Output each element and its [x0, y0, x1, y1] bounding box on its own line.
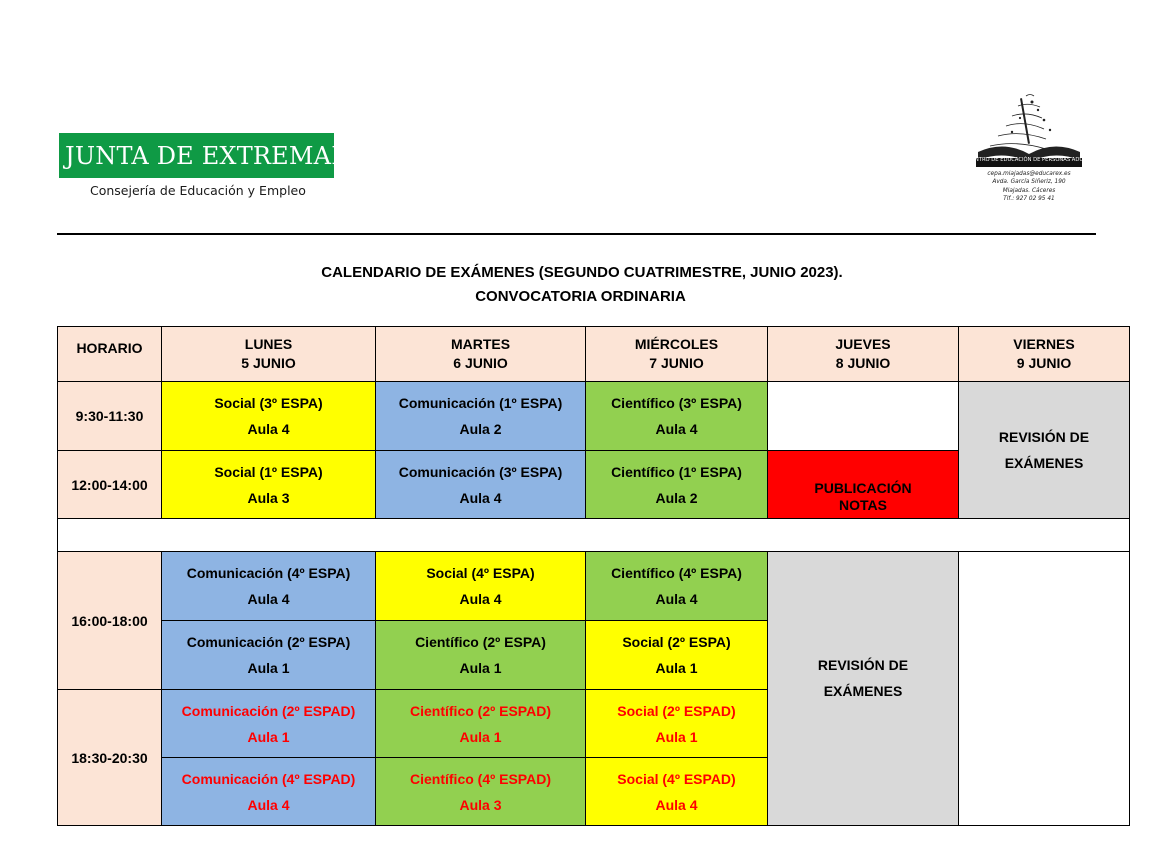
col-header-viernes: VIERNES 9 JUNIO [959, 327, 1130, 382]
exam-cell: Científico (4º ESPA) Aula 4 [586, 552, 768, 621]
spacer-row [58, 519, 1130, 552]
cepa-band: CENTRO DE EDUCACIÓN DE PERSONAS ADULTAS [968, 157, 1095, 163]
junta-title: JUNTA DE EXTREMADURA [59, 133, 334, 178]
page-title: CALENDARIO DE EXÁMENES (SEGUNDO CUATRIMESTRE, JUNIO 2023). [321, 264, 843, 281]
exam-cell: Social (2º ESPA) Aula 1 [586, 621, 768, 690]
table-row [58, 552, 1130, 621]
junta-subtitle: Consejería de Educación y Empleo [90, 183, 306, 198]
time-slot: 16:00-18:00 [58, 552, 162, 690]
col-header-martes: MARTES 6 JUNIO [376, 327, 586, 382]
empty-cell [768, 382, 959, 451]
cepa-phone: Tlf.: 927 02 95 41 [1003, 196, 1055, 203]
break-cell [58, 519, 1130, 552]
exam-cell: Científico (2º ESPAD) Aula 1 [376, 690, 586, 758]
exam-cell: Científico (1º ESPA) Aula 2 [586, 451, 768, 519]
empty-cell [959, 552, 1130, 826]
cepa-logo [968, 88, 1095, 206]
exam-cell: Social (1º ESPA) Aula 3 [162, 451, 376, 519]
revision-cell: REVISIÓN DE EXÁMENES [959, 382, 1130, 519]
exam-cell: Social (2º ESPAD) Aula 1 [586, 690, 768, 758]
page-subtitle: CONVOCATORIA ORDINARIA [475, 288, 686, 305]
exam-cell: Comunicación (4º ESPAD) Aula 4 [162, 758, 376, 826]
exam-cell: Científico (3º ESPA) Aula 4 [586, 382, 768, 451]
col-header-lunes: LUNES 5 JUNIO [162, 327, 376, 382]
exam-cell: Social (4º ESPA) Aula 4 [376, 552, 586, 621]
exam-cell: Comunicación (3º ESPA) Aula 4 [376, 451, 586, 519]
exam-cell: Científico (2º ESPA) Aula 1 [376, 621, 586, 690]
exam-cell: Social (3º ESPA) Aula 4 [162, 382, 376, 451]
revision-cell: REVISIÓN DE EXÁMENES [768, 552, 959, 826]
exam-cell: Comunicación (1º ESPA) Aula 2 [376, 382, 586, 451]
cepa-address: Avda. García Siñeriz, 190 [992, 179, 1066, 186]
time-slot: 18:30-20:30 [58, 690, 162, 826]
cepa-contact [968, 157, 1095, 204]
table-row [58, 382, 1130, 451]
table-header-row [58, 327, 1130, 382]
exam-cell: Comunicación (4º ESPA) Aula 4 [162, 552, 376, 621]
col-header-horario: HORARIO [58, 327, 162, 382]
col-header-miercoles: MIÉRCOLES 7 JUNIO [586, 327, 768, 382]
cepa-email: cepa.miajadas@educarex.es [987, 171, 1071, 177]
exam-cell: Comunicación (2º ESPAD) Aula 1 [162, 690, 376, 758]
col-header-jueves: JUEVES 8 JUNIO [768, 327, 959, 382]
junta-logo [59, 133, 407, 198]
exam-cell: Comunicación (2º ESPA) Aula 1 [162, 621, 376, 690]
header-divider [57, 233, 1096, 235]
publicacion-notas-cell: PUBLICACIÓN NOTAS [768, 451, 959, 519]
time-slot: 12:00-14:00 [58, 451, 162, 519]
exam-cell: Social (4º ESPAD) Aula 4 [586, 758, 768, 826]
exam-cell: Científico (4º ESPAD) Aula 3 [376, 758, 586, 826]
exam-calendar-table [57, 326, 1130, 826]
time-slot: 9:30-11:30 [58, 382, 162, 451]
cepa-city: Miajadas. Cáceres [1002, 187, 1056, 194]
